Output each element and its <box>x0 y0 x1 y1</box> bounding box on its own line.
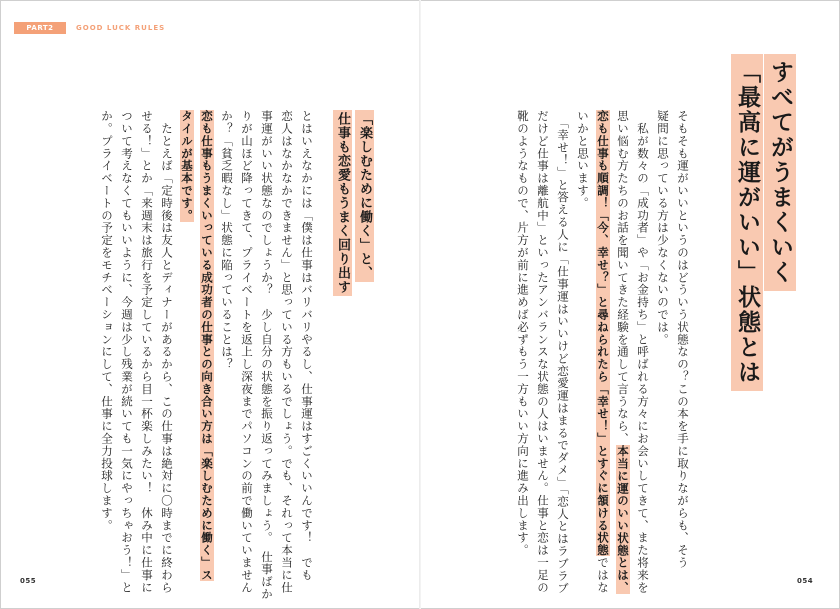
body-text: 思い悩む方たちのお話を聞いてきた経験を通して言うなら、 <box>616 110 630 445</box>
body-column: 靴のようなもので、片方が前に進めば必ずもう一方もいい方向に進み出します。 <box>516 110 530 557</box>
body-column <box>200 110 213 581</box>
body-column <box>596 110 609 594</box>
body-column: たとえば「定時後は友人とディナーがあるから、この仕事は絶対に〇時までに終わら <box>160 110 174 594</box>
body-column: だけど仕事は離航中」といったアンバランスな状態の人はいません。仕事と恋は一足の <box>536 110 550 594</box>
page-number-left: 055 <box>20 577 37 585</box>
body-column: 事運がいい状態なのでしょうか？ 少し自分の状態を振り返ってみましょう。 仕事ばか <box>260 110 274 601</box>
body-column <box>180 110 193 222</box>
subheading-line-1: 「楽しむために働く」と、 <box>357 112 372 280</box>
body-column: せる！」とか「来週末は旅行を予定しているから目一杯楽しみたい！ 休み中に仕事に <box>140 110 154 594</box>
chapter-title-line-2: 「最高に運がいい」状態とは <box>731 54 763 391</box>
highlighted-text: 恋も仕事もうまくいっている成功者の仕事との向き合い方は「楽しむために働く」ス <box>200 110 214 582</box>
body-column: とはいえなかには「僕は仕事はバリバリやるし、仕事運はすごくいいんです！ でも <box>300 110 314 582</box>
book-gutter <box>419 0 421 609</box>
body-column: 疑問に思っている方は少なくないのでは。 <box>656 110 670 346</box>
part-badge: PART2 <box>14 22 66 34</box>
highlighted-text: タイルが基本です。 <box>180 110 194 222</box>
body-column: か。プライベートの予定をモチベーションにして、仕事に全力投球します。 <box>100 110 114 532</box>
body-column: か？「貧乏暇なし」状態に陥っていることは？ <box>220 110 234 371</box>
part-title: GOOD LUCK RULES <box>76 24 166 32</box>
page-number-right: 054 <box>797 577 814 585</box>
body-column: ついて考えなくてもいいように、今週は少し残業が続いても一気にやっちゃおう！」と <box>120 110 134 594</box>
body-column: 「幸せ！」と答える人に「仕事運はいいけど恋愛運はまるでダメ」「恋人とはラブラブ <box>556 110 570 595</box>
body-column: 恋人はなかなかできません」と思っている方もいるでしょう。でも、それって本当に仕 <box>280 110 294 594</box>
body-text: ではな <box>596 556 610 594</box>
body-column <box>616 110 629 594</box>
subheading-line-2: 仕事も恋愛もうまく回り出す <box>335 112 350 294</box>
body-column: そもそも運がいいというのはどういう状態なの？この本を手に取りながらも、そう <box>676 110 690 569</box>
body-column: いかと思います。 <box>576 110 590 210</box>
chapter-title-line-1: すべてがうまくいく <box>764 54 796 291</box>
body-column: 私が数々の「成功者」や「お金持ち」と呼ばれる方々にお会いしてきて、また将来を <box>636 110 650 594</box>
body-column: りが山ほど降ってきて、プライベートを返上し深夜までパソコンの前で働いていません <box>240 110 254 594</box>
highlighted-text: 本当に運のいい状態とは、 <box>616 444 630 594</box>
highlighted-text: 恋も仕事も順調！「今、幸せ？」と尋ねられたら「幸せ！」とすぐに頷ける状態 <box>596 110 610 557</box>
